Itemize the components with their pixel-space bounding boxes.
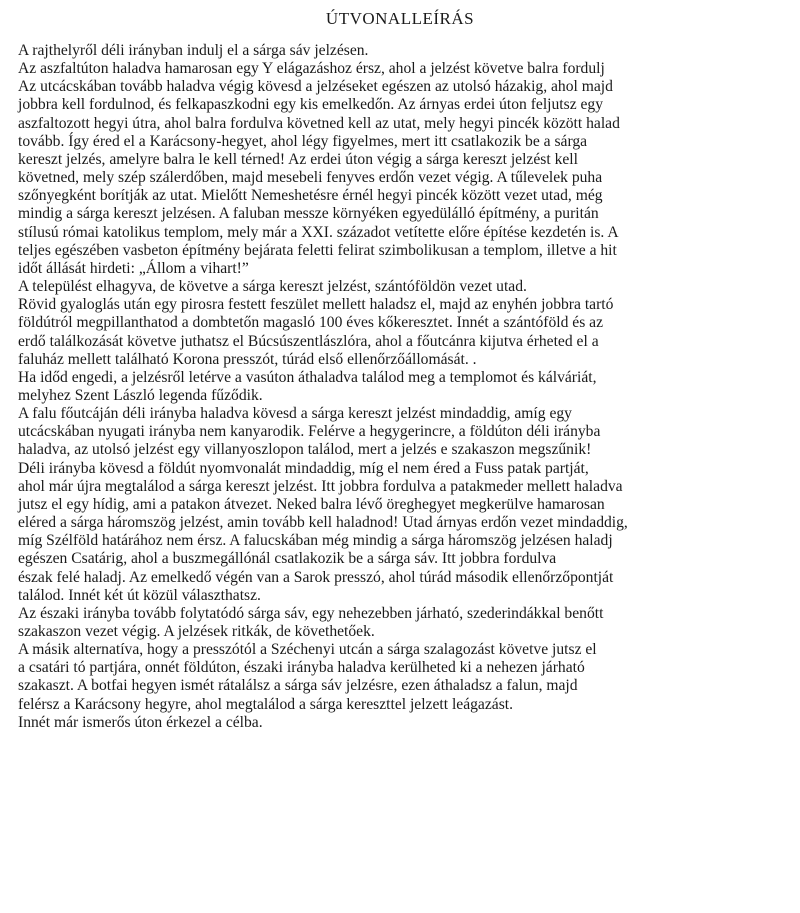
text-line: kereszt jelzés, amelyre balra le kell térned! Az erdei úton végig a sárga kereszt jelzést kell (18, 150, 578, 168)
text-line: eléred a sárga háromszög jelzést, amin tovább kell haladnod! Utad árnyas erdőn vezet mindaddig, (18, 514, 628, 532)
text-line: aszfaltozott hegyi útra, ahol balra fordulva követned kell az utat, mely hegyi pincék között halad (18, 114, 620, 132)
text-line: földútról megpillanthatod a dombtetőn magasló 100 éves kőkeresztet. Innét a szántóföld és az (18, 314, 604, 332)
route-description-text (18, 42, 782, 732)
text-line: időt állását hirdeti: „Állom a vihart!” (18, 259, 249, 277)
text-line: A falu főutcáján déli irányba haladva kövesd a sárga kereszt jelzést mindaddig, amíg egy (18, 405, 572, 423)
text-line: szakaszon vezet végig. A jelzések ritkák, de követhetőek. (18, 623, 375, 640)
text-line: a csatári tó partjára, onnét földúton, északi irányba haladva kerülheted ki a nehezen járható (18, 659, 585, 677)
text-line: ahol már újra megtalálod a sárga kereszt jelzést. Itt jobbra fordulva a patakmeder mellett haladva (18, 477, 623, 495)
text-line: felérsz a Karácsony hegyre, ahol megtalálod a sárga kereszttel jelzett leágazást. (18, 695, 513, 713)
text-line: követned, mely szép szálerdőben, majd mesebeli fenyves erdőn vezet végig. A tűlevelek puha (18, 169, 603, 187)
text-line: haladva, az utolsó jelzést egy villanyoszlopon találod, mert a jelzés e szakaszon megszűnik! (18, 441, 592, 459)
text-line: Innét már ismerős úton érkezel a célba. (18, 713, 263, 731)
text-line: találod. Innét két út közül választhatsz. (18, 586, 261, 604)
text-line: A települést elhagyva, de követve a sárga kereszt jelzést, szántóföldön vezet utad. (18, 278, 527, 296)
text-line: mindig a sárga kereszt jelzésen. A faluban messze környéken egyedülálló építmény, a puritán (18, 205, 599, 223)
text-line: stílusú római katolikus templom, mely már a XXI. századot vetítette előre építése kezdetén is. A (18, 223, 619, 241)
text-line: szakaszt. A botfai hegyen ismét rátalálsz a sárga sáv jelzésre, ezen áthaladsz a falun, majd (18, 677, 578, 695)
text-line: jutsz el egy hídig, ami a patakon átvezet. Neked balra lévő öreghegyet megkerülve hamarosan (18, 495, 605, 513)
text-line: teljes egészében vasbeton építmény bejárata feletti felirat szimbolikusan a templom, illetve a hit (18, 241, 617, 259)
text-line: tovább. Így éred el a Karácsony-hegyet, ahol légy figyelmes, mert itt csatlakozik be a sárga (18, 132, 588, 150)
text-line: észak felé haladj. Az emelkedő végén van a Sarok presszó, ahol túrád második ellenőrzőpontját (18, 568, 614, 586)
document-title: ÚTVONALLEÍRÁS (325, 9, 475, 28)
text-line: jobbra kell fordulnod, és felkapaszkodni egy kis emelkedőn. Az árnyas erdei úton feljutsz egy (18, 96, 604, 114)
text-line: Rövid gyaloglás után egy pirosra festett feszület mellett haladsz el, majd az enyhén jobbra tartó (18, 296, 614, 314)
text-line: faluház mellett található Korona presszót, túrád első ellenőrzőállomását. . (18, 350, 477, 368)
text-line: Déli irányba kövesd a földút nyomvonalát mindaddig, míg el nem éred a Fuss patak partját, (18, 459, 589, 477)
text-line: A rajthelyről déli irányban indulj el a sárga sáv jelzésen. (18, 42, 369, 59)
text-line: Ha időd engedi, a jelzésről letérve a vasúton áthaladva találod meg a templomot és kálváriát, (18, 368, 597, 386)
text-line: egészen Csatárig, ahol a buszmegállónál csatlakozik be a sárga sáv. Itt jobbra fordulva (18, 550, 557, 568)
text-line: Az utcácskában tovább haladva végig kövesd a jelzéseket egészen az utolsó házakig, ahol majd (18, 78, 613, 96)
text-line: Az aszfaltúton haladva hamarosan egy Y elágazáshoz érsz, ahol a jelzést követve balra fordulj (18, 60, 605, 78)
text-line: melyhez Szent László legenda fűződik. (18, 386, 263, 404)
text-line: Az északi irányba tovább folytatódó sárga sáv, egy nehezebben járható, szederindákkal benőtt (18, 604, 604, 622)
text-line: míg Szélföld határához nem érsz. A falucskában még mindig a sárga háromszög jelzésen haladj (18, 532, 613, 550)
text-line: szőnyegként borítják az utat. Mielőtt Nemeshetésre érnél hegyi pincék között vezet utad, még (18, 187, 603, 205)
text-line: erdő találkozását követve juthatsz el Búcsúszentlászlóra, ahol a főutcánra kijutva érheted el a (18, 332, 599, 350)
text-line: A másik alternatíva, hogy a presszótól a Széchenyi utcán a sárga szalagozást követve jutsz el (18, 641, 597, 659)
text-line: utcácskában nyugati irányba nem kanyarodik. Felérve a hegygerincre, a földúton déli irányba (18, 423, 601, 441)
